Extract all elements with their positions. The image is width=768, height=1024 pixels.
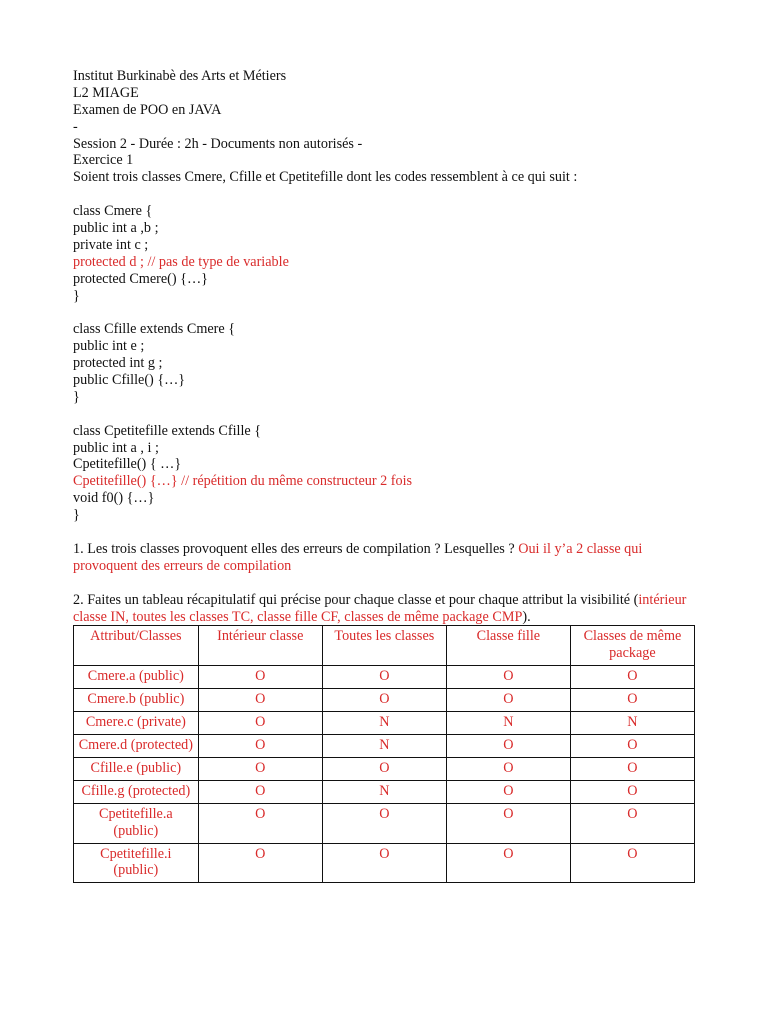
exercise-title: Exercice 1: [73, 152, 134, 169]
visibility-cell: O: [322, 666, 446, 689]
question-2-end: ).: [522, 608, 531, 625]
table-header-row: [74, 626, 695, 666]
attribute-cell: Cmere.d (protected): [74, 734, 199, 757]
visibility-cell: O: [198, 666, 322, 689]
visibility-cell: O: [446, 803, 570, 843]
table-row: [74, 734, 695, 757]
visibility-cell: O: [446, 757, 570, 780]
visibility-cell: O: [198, 734, 322, 757]
table-row: [74, 689, 695, 712]
table-row: [74, 843, 695, 883]
visibility-cell: O: [198, 780, 322, 803]
code-line: }: [73, 507, 80, 524]
table-header-cell: Toutes les classes: [322, 626, 446, 666]
table-row: [74, 757, 695, 780]
attribute-cell: Cpetitefille.i (public): [74, 843, 199, 883]
code-line: public int a , i ;: [73, 439, 159, 456]
code-line: }: [73, 388, 80, 405]
code-line: Cpetitefille() { …}: [73, 456, 182, 473]
code-block-cmere: [73, 203, 698, 304]
separator-dash: -: [73, 118, 78, 135]
institution-name: Institut Burkinabè des Arts et Métiers: [73, 68, 287, 84]
visibility-cell: O: [322, 689, 446, 712]
visibility-cell: O: [198, 843, 322, 883]
table-row: [74, 803, 695, 843]
visibility-cell: O: [570, 689, 694, 712]
level: L2 MIAGE: [73, 84, 139, 101]
code-line: }: [73, 287, 80, 304]
visibility-cell: O: [446, 689, 570, 712]
visibility-cell: O: [446, 780, 570, 803]
visibility-cell: O: [570, 734, 694, 757]
code-block-cfille: [73, 321, 698, 405]
code-line: protected Cmere() {…}: [73, 270, 208, 287]
visibility-cell: N: [322, 712, 446, 735]
visibility-cell: O: [570, 780, 694, 803]
code-line: public int a ,b ;: [73, 220, 159, 237]
attribute-cell: Cmere.a (public): [74, 666, 199, 689]
code-line: private int c ;: [73, 236, 149, 253]
table-header-cell: Classes de même package: [570, 626, 694, 666]
attribute-cell: Cfille.g (protected): [74, 780, 199, 803]
code-line: protected d ; // pas de type de variable: [73, 253, 289, 270]
visibility-cell: O: [446, 734, 570, 757]
visibility-cell: O: [570, 803, 694, 843]
visibility-cell: O: [198, 757, 322, 780]
exam-title: Examen de POO en JAVA: [73, 101, 222, 118]
visibility-cell: O: [446, 666, 570, 689]
attribute-cell: Cpetitefille.a (public): [74, 803, 199, 843]
visibility-cell: N: [322, 734, 446, 757]
table-body: [74, 666, 695, 883]
attribute-cell: Cmere.c (private): [74, 712, 199, 735]
question-2-text: 2. Faites un tableau récapitulatif qui précise pour chaque classe et pour chaque attribut la visibilité (: [73, 591, 639, 608]
code-line: public Cfille() {…}: [73, 372, 186, 389]
code-line: public int e ;: [73, 338, 145, 355]
code-line: class Cpetitefille extends Cfille {: [73, 422, 262, 439]
session-info: Session 2 - Durée : 2h - Documents non autorisés -: [73, 135, 363, 152]
code-line: protected int g ;: [73, 355, 163, 372]
attribute-cell: Cfille.e (public): [74, 757, 199, 780]
question-2-answer: intérieur classe IN, toutes les classes TC, classe fille CF, classes de même package CMP: [73, 591, 687, 625]
visibility-cell: O: [322, 803, 446, 843]
visibility-cell: O: [570, 666, 694, 689]
table-header-cell: Classe fille: [446, 626, 570, 666]
visibility-cell: O: [198, 803, 322, 843]
visibility-cell: O: [570, 843, 694, 883]
visibility-cell: O: [322, 843, 446, 883]
visibility-cell: N: [322, 780, 446, 803]
code-line: class Cmere {: [73, 203, 153, 220]
attribute-cell: Cmere.b (public): [74, 689, 199, 712]
visibility-cell: O: [322, 757, 446, 780]
visibility-table: [73, 625, 695, 883]
document-page: [73, 68, 698, 883]
question-1-text: 1. Les trois classes provoquent elles des erreurs de compilation ? Lesquelles ?: [73, 540, 519, 557]
table-row: [74, 780, 695, 803]
table-header-cell: Attribut/Classes: [74, 626, 199, 666]
visibility-cell: O: [198, 689, 322, 712]
exercise-intro: Soient trois classes Cmere, Cfille et Cpetitefille dont les codes ressemblent à ce qui suit :: [73, 169, 578, 186]
visibility-cell: O: [198, 712, 322, 735]
visibility-cell: O: [446, 843, 570, 883]
visibility-cell: O: [570, 757, 694, 780]
table-row: [74, 712, 695, 735]
code-line: void f0() {…}: [73, 490, 155, 507]
visibility-cell: N: [446, 712, 570, 735]
code-line: class Cfille extends Cmere {: [73, 321, 236, 338]
question-2: [73, 592, 698, 626]
code-block-cpetitefille: [73, 423, 698, 524]
question-1: [73, 541, 698, 575]
visibility-cell: N: [570, 712, 694, 735]
code-line: Cpetitefille() {…} // répétition du même constructeur 2 fois: [73, 473, 413, 490]
table-row: [74, 666, 695, 689]
table-header-cell: Intérieur classe: [198, 626, 322, 666]
question-1-answer: Oui il y’a 2 classe qui provoquent des erreurs de compilation: [73, 540, 643, 574]
